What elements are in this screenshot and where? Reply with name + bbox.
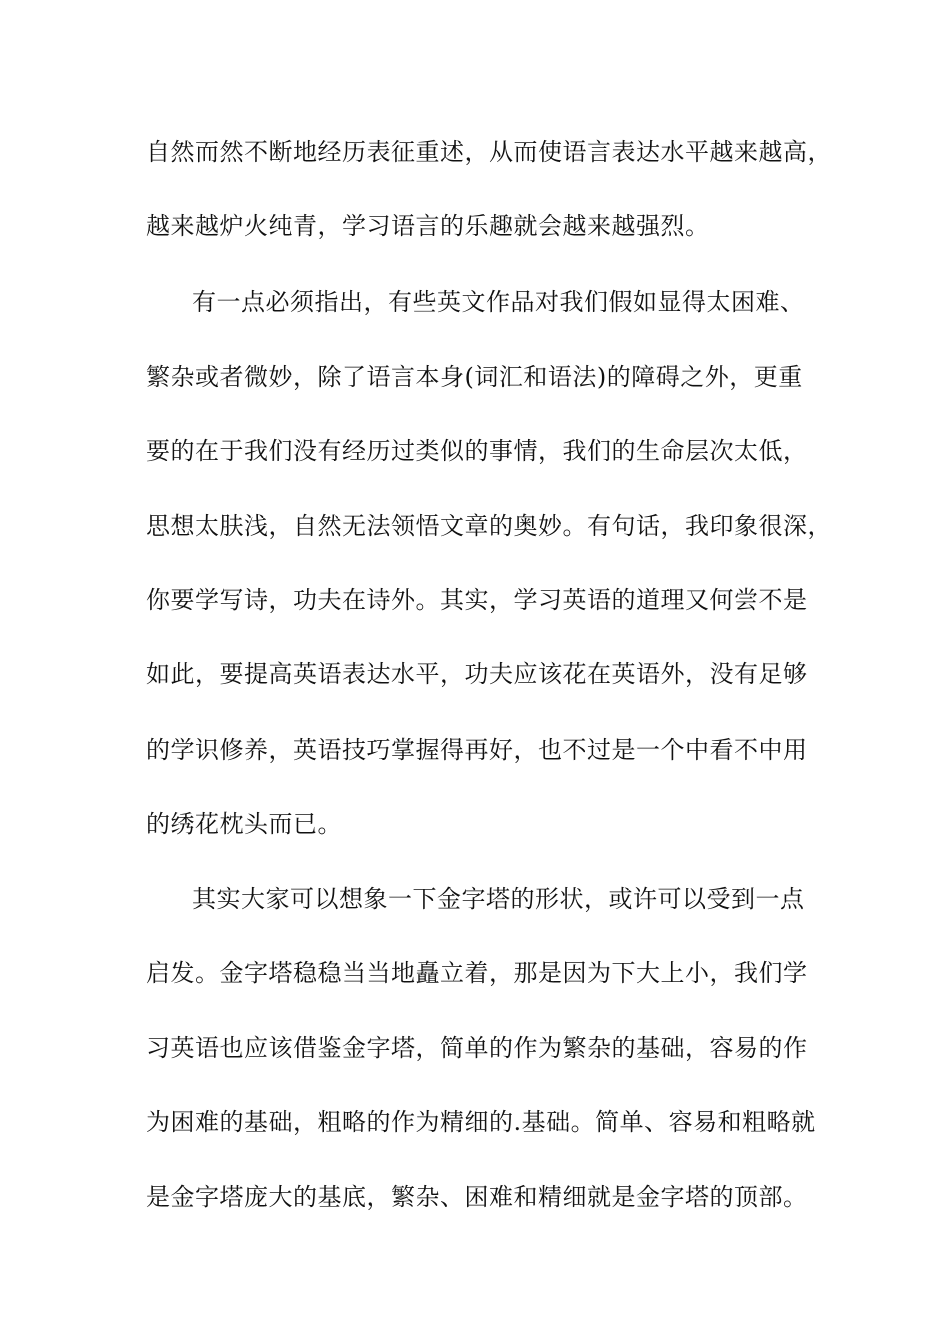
text-line: 为困难的基础，粗略的作为精细的.基础。简单、容易和粗略就 [146,1108,816,1136]
text-line: 要的在于我们没有经历过类似的事情，我们的生命层次太低， [146,437,808,465]
text-line: 其实大家可以想象一下金字塔的形状，或许可以受到一点 [192,885,805,913]
text-line: 是金字塔庞大的基底，繁杂、困难和精细就是金字塔的顶部。 [146,1183,808,1211]
text-line: 繁杂或者微妙，除了语言本身(词汇和语法)的障碍之外，更重 [146,363,803,391]
text-line: 启发。金字塔稳稳当当地矗立着，那是因为下大上小，我们学 [146,959,808,987]
text-line: 自然而然不断地经历表征重述，从而使语言表达水平越来越高， [146,138,832,166]
text-line: 越来越炉火纯青，学习语言的乐趣就会越来越强烈。 [146,212,710,240]
text-line: 的绣花枕头而已。 [146,810,342,838]
text-line: 思想太肤浅，自然无法领悟文章的奥妙。有句话，我印象很深， [146,512,832,540]
text-line: 如此，要提高英语表达水平，功夫应该花在英语外，没有足够 [146,660,808,688]
text-line: 习英语也应该借鉴金字塔，简单的作为繁杂的基础，容易的作 [146,1034,808,1062]
text-line: 有一点必须指出，有些英文作品对我们假如显得太困难、 [192,288,805,316]
text-line: 你要学写诗，功夫在诗外。其实，学习英语的道理又何尝不是 [146,586,808,614]
text-line: 的学识修养，英语技巧掌握得再好，也不过是一个中看不中用 [146,736,808,764]
